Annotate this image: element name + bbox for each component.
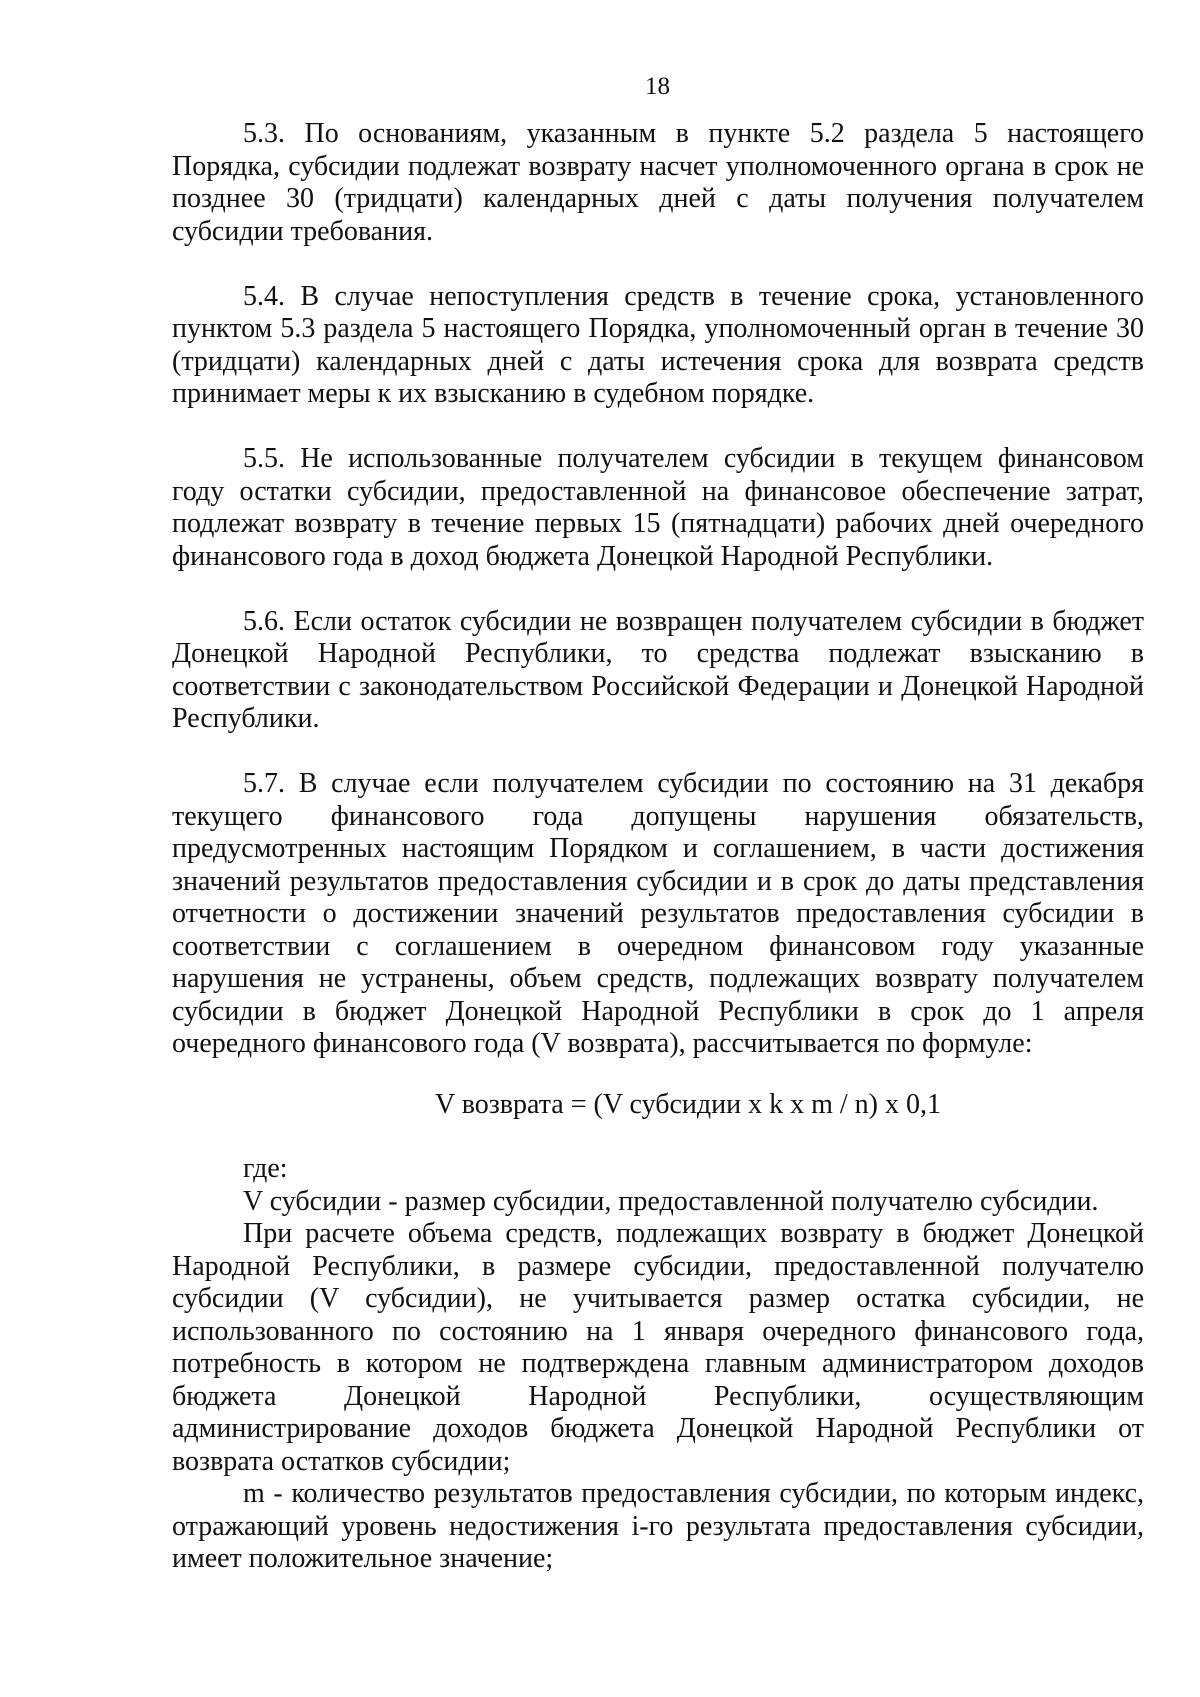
paragraph-5-6: 5.6. Если остаток субсидии не возвращен получателем субсидии в бюджет Донецкой Народной Республики, то средства подлежат взысканию в соответствии с законодательством Российской Федерации и Донецкой Народной Республики.: [172, 605, 1144, 734]
document-body: [172, 118, 1144, 1576]
paragraph-5-4: 5.4. В случае непоступления средств в течение срока, установленного пунктом 5.3 раздела 5 настоящего Порядка, уполномоченный орган в течение 30 (тридцати) календарных дней с даты истечения срока для возврата средств принимает меры к их взысканию в судебном порядке.: [172, 280, 1144, 409]
where-label: где:: [243, 1153, 288, 1184]
paragraph-5-5: 5.5. Не использованные получателем субсидии в текущем финансовом году остатки субсидии, предоставленной на финансовое обеспечение затрат, подлежат возврату в течение первых 15 (пятнадцати) рабочих дней очередного финансового года в доход бюджета Донецкой Народной Республики.: [172, 443, 1144, 572]
formula: V возврата = (V субсидии x k x m / n) x 0,1: [434, 1088, 941, 1120]
paragraph-5-3: 5.3. По основаниям, указанным в пункте 5.2 раздела 5 настоящего Порядка, субсидии подлежат возврату насчет уполномоченного органа в срок не позднее 30 (тридцати) календарных дней с даты получения получателем субсидии требования.: [172, 118, 1144, 247]
paragraph-5-7: 5.7. В случае если получателем субсидии по состоянию на 31 декабря текущего финансового года допущены нарушения обязательств, предусмотренных настоящим Порядком и соглашением, в части достижения значений результатов предоставления субсидии и в срок до даты представления отчетности о достижении значений результатов предоставления субсидии в соответствии с соглашением в очередном финансовом году указанные нарушения не устранены, объем средств, подлежащих возврату получателем субсидии в бюджет Донецкой Народной Республики в срок до 1 апреля очередного финансового года (V возврата), рассчитывается по формуле:: [172, 768, 1144, 1059]
page-number: 18: [645, 73, 670, 100]
definition-m: m - количество результатов предоставления субсидии, по которым индекс, отражающий уровень недостижения i-го результата предоставления субсидии, имеет положительное значение;: [172, 1478, 1144, 1574]
definition-v-subsidy: V субсидии - размер субсидии, предоставленной получателю субсидии.: [243, 1185, 1099, 1217]
calculation-note: При расчете объема средств, подлежащих возврату в бюджет Донецкой Народной Республики, в размере субсидии, предоставленной получателю субсидии (V субсидии), не учитывается размер остатка субсидии, не использованного по состоянию на 1 января очередного финансового года, потребность в котором не подтверждена главным администратором доходов бюджета Донецкой Народной Республики, осуществляющим администрирование доходов бюджета Донецкой Народной Республики от возврата остатков субсидии;: [172, 1218, 1144, 1477]
